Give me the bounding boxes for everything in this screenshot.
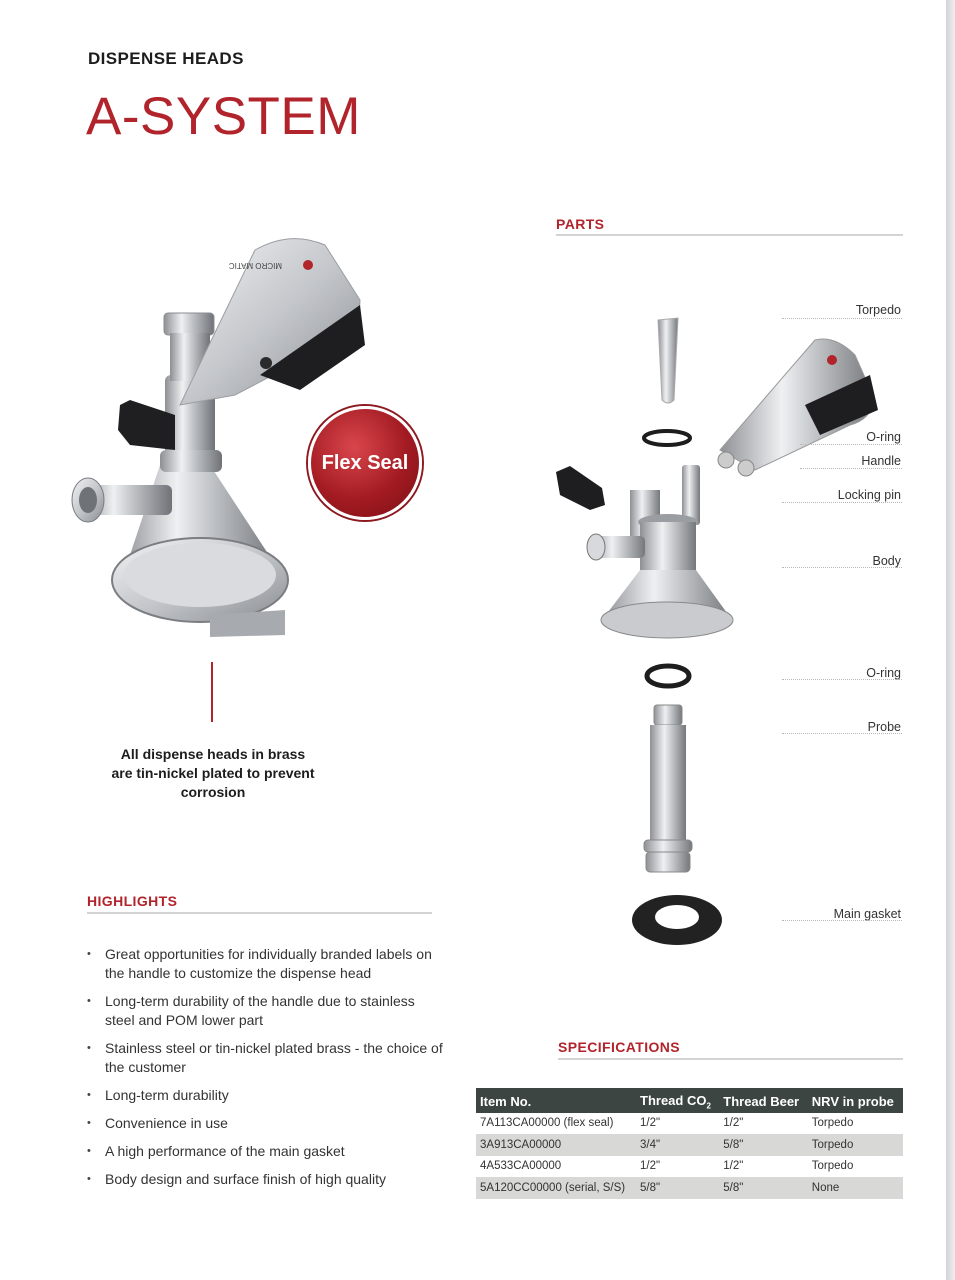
cell-nrv: None [808, 1177, 903, 1199]
part-label-oring-top: O-ring [866, 430, 901, 444]
page-title: A-SYSTEM [86, 87, 361, 146]
table-row [476, 1113, 903, 1135]
cell-item-no: 5A120CC00000 (serial, S/S) [476, 1177, 636, 1199]
specifications-rule [558, 1058, 903, 1060]
specifications-heading: SPECIFICATIONS [558, 1039, 681, 1055]
section-kicker: DISPENSE HEADS [88, 49, 244, 68]
part-label-oring-bottom: O-ring [866, 666, 901, 680]
cell-thread-beer: 1/2" [723, 1117, 744, 1130]
table-row [476, 1177, 903, 1199]
leader-line [782, 679, 902, 680]
caption-line: are tin-nickel plated to prevent [111, 765, 315, 781]
highlight-item: • Body design and surface finish of high quality [86, 1170, 446, 1189]
part-label-body: Body [872, 554, 901, 568]
highlights-rule [87, 912, 432, 914]
leader-line [782, 502, 902, 503]
page-edge [946, 0, 955, 1280]
cell-thread-co2: 1/2" [640, 1117, 661, 1130]
highlight-item: • Long-term durability [86, 1086, 446, 1105]
cell-thread-co2: 3/4" [636, 1134, 719, 1156]
highlight-item: • Long-term durability of the handle due to stainless steel and POM lower part [86, 992, 446, 1030]
highlight-item: • Great opportunities for individually branded labels on the handle to customize the dispense head [86, 945, 446, 983]
cell-nrv: Torpedo [811, 1117, 854, 1130]
table-row [476, 1156, 903, 1178]
cell-item-no: 4A533CA00000 [480, 1160, 562, 1173]
handle-brand-text: MICRO MATIC [228, 261, 282, 270]
part-label-handle: Handle [861, 454, 901, 468]
highlight-item: • Stainless steel or tin-nickel plated brass - the choice of the customer [86, 1039, 446, 1077]
column-header-nrv: NRV in probe [808, 1088, 903, 1113]
column-header-thread-beer: Thread Beer [719, 1088, 808, 1113]
highlight-item: • Convenience in use [86, 1114, 446, 1133]
plating-caption [98, 745, 328, 802]
leader-line [800, 468, 902, 469]
cell-nrv: Torpedo [811, 1160, 854, 1173]
table-header-row [476, 1088, 903, 1113]
leader-line [782, 567, 902, 568]
cell-nrv: Torpedo [808, 1134, 903, 1156]
cell-item-no: 3A913CA00000 [476, 1134, 636, 1156]
parts-rule [556, 234, 903, 236]
cell-thread-beer: 5/8" [719, 1177, 808, 1199]
column-header-item-no: Item No. [476, 1088, 636, 1113]
cell-thread-beer: 5/8" [719, 1134, 808, 1156]
flex-seal-badge [308, 406, 422, 520]
highlights-list [86, 945, 446, 1198]
leader-line [800, 444, 902, 445]
thread-co2-label: Thread CO [640, 1093, 707, 1108]
parts-heading: PARTS [556, 216, 605, 232]
accent-divider [211, 662, 213, 722]
exploded-parts-diagram [550, 300, 890, 950]
part-label-locking-pin: Locking pin [837, 488, 901, 502]
part-label-probe: Probe [867, 720, 901, 734]
part-label-main-gasket: Main gasket [833, 907, 901, 921]
highlights-heading: HIGHLIGHTS [87, 893, 178, 909]
cell-thread-co2: 1/2" [640, 1160, 661, 1173]
leader-line [782, 318, 902, 319]
table-row [476, 1134, 903, 1156]
cell-item-no: 7A113CA00000 (flex seal) [480, 1117, 614, 1130]
co2-subscript: 2 [706, 1101, 711, 1111]
cell-thread-beer: 1/2" [723, 1160, 744, 1173]
leader-line [782, 733, 902, 734]
leader-line [782, 920, 902, 921]
part-label-torpedo: Torpedo [855, 303, 901, 317]
caption-line: corrosion [180, 784, 246, 800]
cell-thread-co2: 5/8" [636, 1177, 719, 1199]
flex-seal-label: Flex Seal [321, 451, 409, 474]
column-header-thread-co2 [636, 1088, 719, 1113]
specifications-table [476, 1088, 903, 1199]
highlight-item: • A high performance of the main gasket [86, 1142, 446, 1161]
caption-line: All dispense heads in brass [120, 746, 306, 762]
